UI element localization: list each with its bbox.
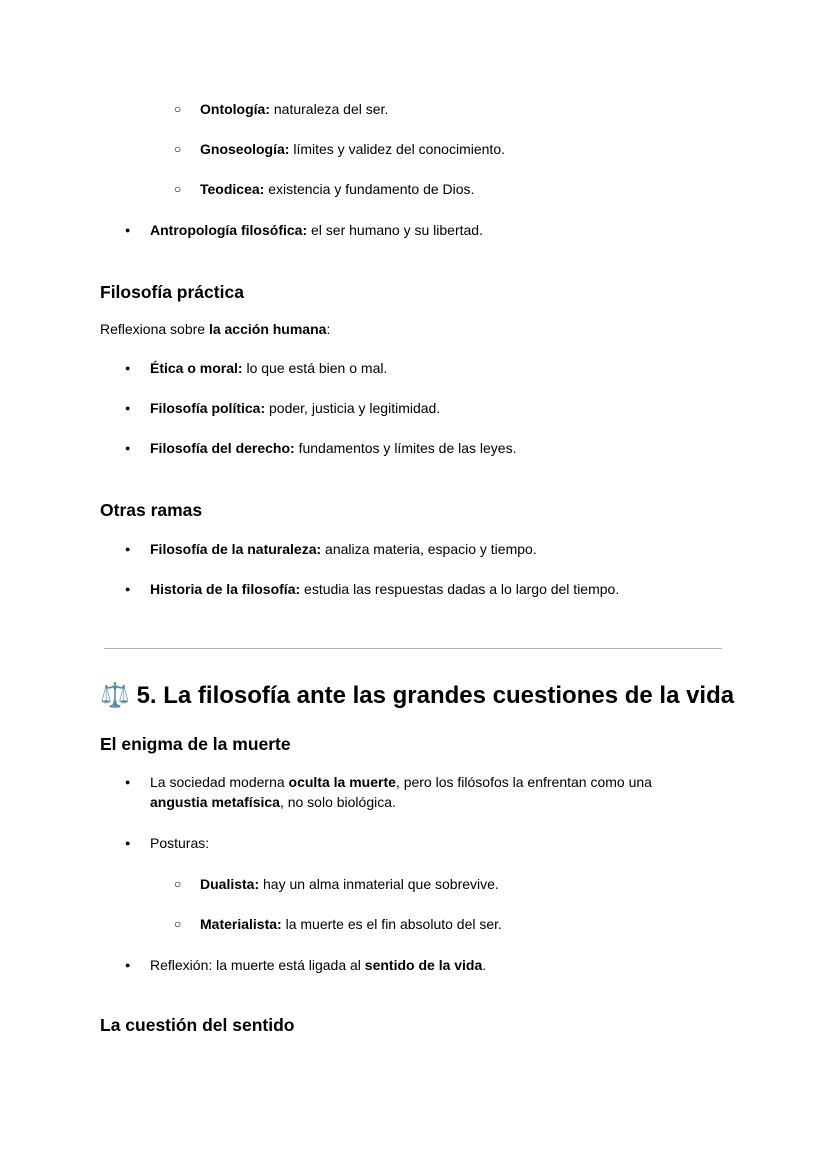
list-item-sociedad-cont (150, 792, 396, 812)
heading-filosofia-practica: Filosofía práctica (100, 282, 244, 302)
term: Gnoseología: (200, 141, 290, 157)
practica-intro (100, 319, 330, 339)
title-text: 5. La filosofía ante las grandes cuestiones de la vida (136, 682, 735, 709)
list-item (150, 539, 537, 559)
text: , pero los filósofos la enfrentan como una (395, 774, 652, 790)
heading-enigma-muerte: El enigma de la muerte (100, 734, 291, 754)
list-item-teodicea (200, 179, 474, 199)
list-item-dualista (200, 874, 499, 894)
list-item-materialista (200, 914, 502, 934)
text: Reflexión: la muerte está ligada al (150, 957, 365, 973)
text: Reflexiona sobre (100, 321, 209, 337)
definition: analiza materia, espacio y tiempo. (321, 541, 537, 557)
definition: lo que está bien o mal. (242, 360, 388, 376)
definition: naturaleza del ser. (270, 101, 389, 117)
definition: el ser humano y su libertad. (307, 222, 483, 238)
emphasis: angustia metafísica (150, 794, 280, 810)
heading-cuestion-sentido: La cuestión del sentido (100, 1015, 295, 1035)
list-item (150, 358, 387, 378)
text: La sociedad moderna (150, 774, 289, 790)
text: : (326, 321, 331, 337)
definition: hay un alma inmaterial que sobrevive. (259, 876, 499, 892)
term: Filosofía del derecho: (150, 440, 295, 456)
term: Filosofía política: (150, 400, 266, 416)
definition: la muerte es el fin absoluto del ser. (281, 916, 502, 932)
definition: límites y validez del conocimiento. (289, 141, 505, 157)
emphasis: sentido de la vida (364, 957, 483, 973)
list-item (150, 438, 516, 458)
text: , no solo biológica. (279, 794, 396, 810)
emphasis: oculta la muerte (288, 774, 396, 790)
definition: fundamentos y límites de las leyes. (294, 440, 517, 456)
text: . (482, 957, 487, 973)
term: Materialista: (200, 916, 282, 932)
list-item (150, 398, 440, 418)
term: Ética o moral: (150, 360, 243, 376)
term: Ontología: (200, 101, 270, 117)
balance-scale-icon: ⚖️ (100, 682, 130, 709)
section-divider (104, 648, 722, 649)
term: Dualista: (200, 876, 260, 892)
definition: existencia y fundamento de Dios. (264, 181, 475, 197)
term: Antropología filosófica: (150, 222, 308, 238)
list-item-posturas: ● Posturas: (150, 833, 209, 853)
definition: poder, justicia y legitimidad. (265, 400, 441, 416)
term: Filosofía de la naturaleza: (150, 541, 322, 557)
list-item-ontologia (200, 99, 388, 119)
list-item (150, 579, 619, 599)
term: Teodicea: (200, 181, 265, 197)
section-5-title (100, 681, 734, 711)
heading-otras-ramas: Otras ramas (100, 500, 203, 520)
list-item-antropologia (150, 220, 483, 240)
term: Historia de la filosofía: (150, 581, 301, 597)
emphasis: la acción humana (208, 321, 327, 337)
list-item-gnoseologia (200, 139, 505, 159)
definition: estudia las respuestas dadas a lo largo del tiempo. (300, 581, 620, 597)
list-item-sociedad (150, 772, 652, 792)
list-item-reflexion (150, 955, 486, 975)
